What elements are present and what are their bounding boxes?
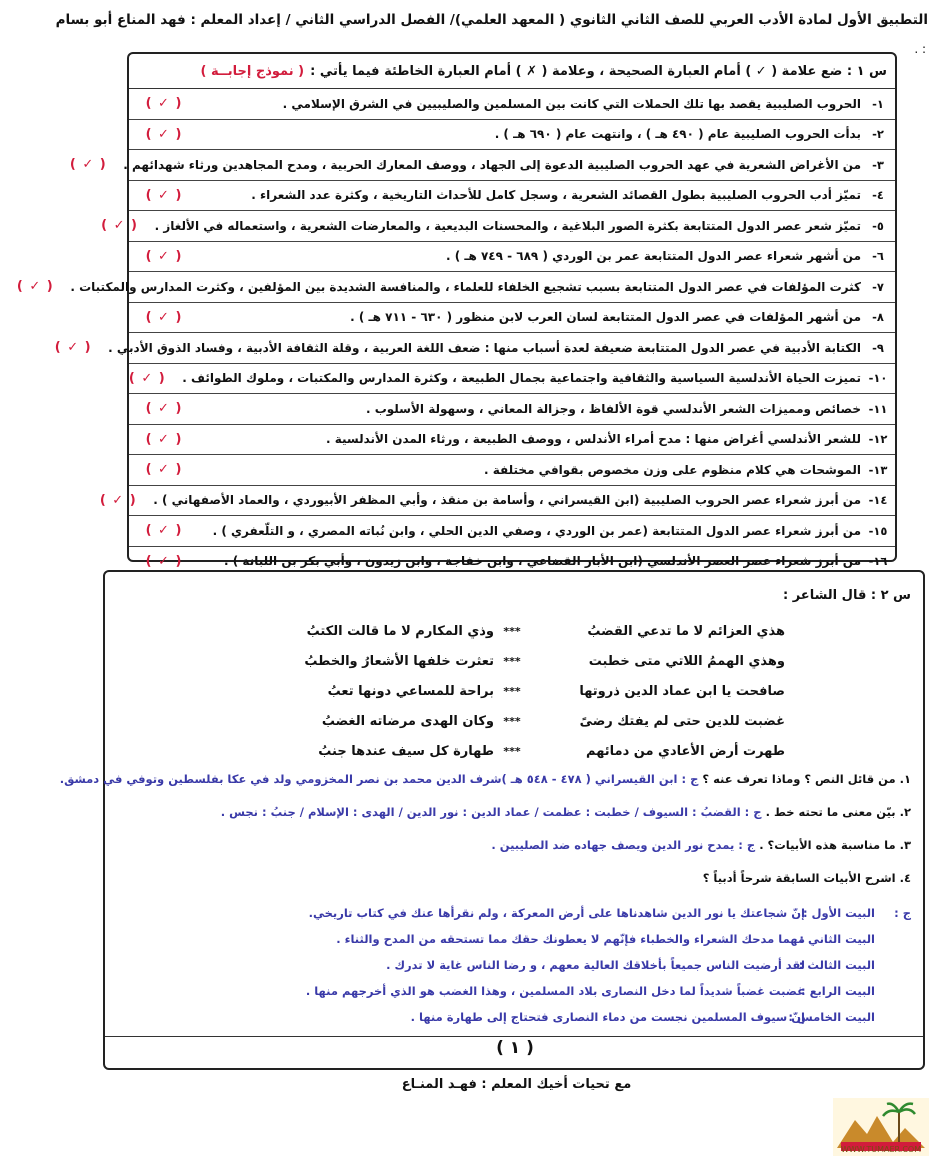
answer-text: ج : ابن القيسراني ( ٤٧٨ - ٥٤٨ هـ )شرف الدين محمد بن نصر المخزومي ولد في عكا بفلسطين وتوفي في دمشق. <box>59 772 699 786</box>
statement-row <box>129 394 895 425</box>
statement-number: ١- <box>872 96 884 111</box>
answer-mark: ( ✓ ) <box>99 492 137 508</box>
statement-text: من أشهر المؤلفات في عصر الدول المتتابعة لسان العرب لابن منظور ( ٦٣٠ - ٧١١ هـ ) . <box>350 310 861 325</box>
first-hemistich: هذي العزائم لا ما تدعي القضبُ <box>587 623 785 639</box>
verse-line <box>225 736 785 766</box>
verse-label: البيت الأول : <box>802 906 875 920</box>
statement-row <box>129 120 895 151</box>
explanation-row <box>117 900 911 926</box>
statement-text: من الأغراض الشعرية في عهد الحروب الصليبية الدعوة إلى الجهاد ، ووصف المعارك الحربية ، ومدح المجاهدين ورثاء شهدائهم . <box>123 157 861 172</box>
verse-separator: *** <box>503 744 521 758</box>
answer-mark: ( ✓ ) <box>145 523 183 539</box>
statement-row <box>129 455 895 486</box>
statement-row <box>129 425 895 456</box>
verse-separator: *** <box>503 654 521 668</box>
statement-row <box>16 272 895 303</box>
answer-text: ج : القضبُ : السيوف / خطبت : عظمت / عماد الدين : نور الدين / الهدى : الإسلام / جنبُ : نجس . <box>220 805 762 819</box>
verse-line <box>225 676 785 706</box>
statement-number: ٩- <box>872 340 884 355</box>
statement-text: من أبرز شعراء عصر العصر الأندلسي (ابن الأبار القضاعي ، وابن خفاجة ، وابن زيدون ، وأبي بكر بن اللبانة ) . <box>224 554 861 569</box>
question-text: ٣. ما مناسبة هذه الأبيات؟ . <box>759 838 911 852</box>
poem-verses <box>225 616 785 766</box>
answer-mark: ( ✓ ) <box>145 309 183 325</box>
verse-label: البيت الثالث : <box>798 958 875 972</box>
verse-label: البيت الخامس : <box>788 1010 875 1024</box>
statement-number: ١١- <box>868 401 888 416</box>
worksheet-page <box>16 0 936 1162</box>
statement-text: خصائص ومميزات الشعر الأندلسي قوة الألفاظ ، وجزالة المعاني ، وسهولة الأسلوب . <box>365 401 861 416</box>
second-hemistich: تعثرت خلفها الأشعارُ والخطبُ <box>304 653 494 669</box>
first-hemistich: وهذي الهممُ اللاتي متى خطبت <box>588 653 785 669</box>
verse-separator: *** <box>503 684 521 698</box>
verse-explanation: إنّ شجاعتك يا نور الدين شاهدناها على أرض المعركة ، ولم نقرأها عنك في كتاب تاريخي. <box>308 906 805 920</box>
answer-mark: ( ✓ ) <box>69 157 107 173</box>
question-text: ٢. بيّن معنى ما تحته خط . <box>765 805 911 819</box>
explanation-row <box>117 978 911 1004</box>
statement-text: الكتابة الأدبية في عصر الدول المتتابعة ضعيفة لعدة أسباب منها : ضعف اللغة العربية ، وقلة الثقافة الأدبية ، وفساد الذوق الأدبي . <box>108 340 861 355</box>
question-1-items <box>16 89 895 576</box>
model-answer-tag: ( نموذج إجابــة ) <box>200 63 305 79</box>
verse-line <box>225 646 785 676</box>
verse-explanation: لقد أرضيت الناس جميعاً بأخلاقك العالية معهم ، و رضا الناس غاية لا تدرك . <box>386 958 805 972</box>
question-2-box <box>59 570 925 1070</box>
answer-mark: ( ✓ ) <box>145 248 183 264</box>
question-1-box <box>16 52 897 569</box>
statement-number: ١٣- <box>868 462 888 477</box>
statement-number: ٥- <box>872 218 884 233</box>
footer-signature: مع تحيات أخيك المعلم : فهـد المنـاع <box>401 1077 632 1092</box>
verse-label: البيت الرابع : <box>801 984 875 998</box>
answer-mark: ( ✓ ) <box>145 96 183 112</box>
answer-mark: ( ✓ ) <box>145 187 183 203</box>
statement-number: ١٠- <box>868 371 888 386</box>
statement-text: من أبرز شعراء عصر الدول المتتابعة (عمر بن الوردي ، وصفي الدين الحلي ، وابن نُباته المصري ، و التلّعفري ) . <box>212 523 861 538</box>
statement-row <box>54 333 895 364</box>
statement-number: ١٦- <box>868 554 888 569</box>
statement-number: ١٥- <box>868 523 888 538</box>
statement-text: تميّز شعر عصر الدول المتتابعة بكثرة الصور البلاغية ، والمحسنات البديعية ، والمعارضات الشعرية ، واستعماله في الألغاز . <box>154 218 861 233</box>
question-2-1 <box>59 772 911 786</box>
statement-row <box>129 303 895 334</box>
statement-number: ١٢- <box>868 432 888 447</box>
statement-number: ٣- <box>872 157 884 172</box>
explanation-row <box>117 952 911 978</box>
statement-row <box>129 242 895 273</box>
second-hemistich: وذي المكارم لا ما قالت الكتبُ <box>306 623 494 639</box>
statement-row <box>129 89 895 120</box>
verse-explanation: إنّ سيوف المسلمين نجست من دماء النصارى فتحتاج إلى طهارة منها . <box>410 1010 805 1024</box>
question-2-3 <box>117 838 911 852</box>
statement-row <box>129 516 895 547</box>
answer-mark: ( ✓ ) <box>145 431 183 447</box>
answer-mark: ( ✓ ) <box>145 462 183 478</box>
statement-row <box>99 486 895 517</box>
divider-line <box>105 1036 923 1037</box>
second-hemistich: براحة للمساعي دونها تعبُ <box>327 683 494 699</box>
statement-number: ٨- <box>872 310 884 325</box>
second-hemistich: طهارة كل سيف عندها جنبُ <box>318 743 494 759</box>
answer-mark: ( ✓ ) <box>145 553 183 569</box>
page-number: ( ١ ) <box>496 1038 534 1058</box>
statement-number: ٢- <box>872 127 884 142</box>
statement-row <box>69 150 895 181</box>
verse-explanation: مهما مدحك الشعراء والخطباء فإنّهم لا يعطونك حقك مما تستحقه من المدح والثناء . <box>336 932 805 946</box>
statement-number: ٧- <box>872 279 884 294</box>
question-2-2 <box>117 805 911 819</box>
verse-separator: *** <box>503 624 521 638</box>
logo-caption: WWW.TUMAER.COM <box>841 1145 922 1154</box>
first-hemistich: صافحت يا ابن عماد الدين ذروتها <box>579 683 785 699</box>
statement-text: الموشحات هي كلام منظوم على وزن مخصوص بقوافي مختلفة . <box>483 462 861 477</box>
answer-mark: ( ✓ ) <box>128 370 166 386</box>
verse-separator: *** <box>503 714 521 728</box>
statement-number: ٦- <box>872 249 884 264</box>
answer-mark: ( ✓ ) <box>101 218 138 234</box>
answer-mark: ( ✓ ) <box>145 401 183 417</box>
question-1-title-row <box>129 54 895 89</box>
question-text: ١. من قائل النص ؟ وماذا تعرف عنه ؟ <box>702 772 911 786</box>
statement-text: تميّز أدب الحروب الصليبية بطول القصائد الشعرية ، وسجل كامل للأحداث التاريخية ، وكثرة عدد الشعراء . <box>251 188 861 203</box>
statement-number: ١٤- <box>868 493 888 508</box>
header-dots: : . <box>914 42 926 56</box>
statement-number: ٤- <box>872 188 884 203</box>
verse-explanation: غضبت غضباً شديداً لما دخل النصارى بلاد المسلمين ، وهذا الغضب هو الذي أخرجهم منها . <box>305 984 805 998</box>
first-hemistich: طهرت أرض الأعادي من دمائهم <box>586 743 785 759</box>
page-header: التطبيق الأول لمادة الأدب العربي للصف الثاني الثانوي ( المعهد العلمي)/ الفصل الدراسي الثاني / إعداد المعلم : فهد المناع أبو بسام <box>55 12 928 28</box>
verse-label: البيت الثاني : <box>799 932 875 946</box>
second-hemistich: وكان الهدى مرضاته الغضبُ <box>321 713 494 729</box>
answer-prefix: ج : <box>894 906 911 920</box>
statement-row <box>101 211 895 242</box>
question-2-4 <box>117 871 911 885</box>
explanation-row <box>117 1004 911 1030</box>
statement-text: بدأت الحروب الصليبية عام ( ٤٩٠ هـ ) ، وانتهت عام ( ٦٩٠ هـ ) . <box>494 127 861 142</box>
statement-text: كثرت المؤلفات في عصر الدول المتتابعة بسبب تشجيع الخلفاء للعلماء ، والمنافسة الشديدة بين المؤلفين ، وكثرت المدارس والمكتبات . <box>70 279 861 294</box>
answer-mark: ( ✓ ) <box>145 126 183 142</box>
first-hemistich: غضبت للدين حتى لم يفتك رضىً <box>579 713 785 729</box>
statement-text: الحروب الصليبية يقصد بها تلك الحملات التي كانت بين المسلمين والصليبيين في الشرق الإسلامي . <box>282 96 861 111</box>
answer-mark: ( ✓ ) <box>54 340 92 356</box>
statement-text: من أشهر شعراء عصر الدول المتتابعة عمر بن الوردي ( ٦٨٩ - ٧٤٩ هـ ) . <box>445 249 861 264</box>
answer-text: ج : يمدح نور الدين ويصف جهاده ضد الصليبين . <box>491 838 756 852</box>
question-text: ٤. اشرح الأبيات السابقة شرحاً أدبياً ؟ <box>702 871 911 885</box>
verse-line <box>225 706 785 736</box>
answer-mark: ( ✓ ) <box>16 279 54 295</box>
explanation-row <box>117 926 911 952</box>
question-2-title: س ٢ : قال الشاعر : <box>783 588 911 603</box>
verse-line <box>225 616 785 646</box>
statement-text: تميزت الحياة الأندلسية السياسية والثقافية واجتماعية بجمال الطبيعة ، وكثرة المدارس والمكتبات ، وملوك الطوائف . <box>182 371 861 386</box>
statement-row <box>129 181 895 212</box>
statement-text: للشعر الأندلسي أغراض منها : مدح أمراء الأندلس ، ووصف الطبيعة ، ورثاء المدن الأندلسية . <box>325 432 861 447</box>
question-1-title: س ١ : ضع علامة ( ✓ ) أمام العبارة الصحيحة ، وعلامة ( ✗ ) أمام العبارة الخاطئة فيما يأتي : <box>310 63 887 79</box>
statement-row <box>129 364 895 395</box>
statement-text: من أبرز شعراء عصر الحروب الصليبية (ابن القيسراني ، وأسامة بن منقذ ، وأبي المظفر الأبيوردي ، والعماد الأصفهاني ) . <box>153 493 861 508</box>
verse-explanations <box>117 900 911 1030</box>
